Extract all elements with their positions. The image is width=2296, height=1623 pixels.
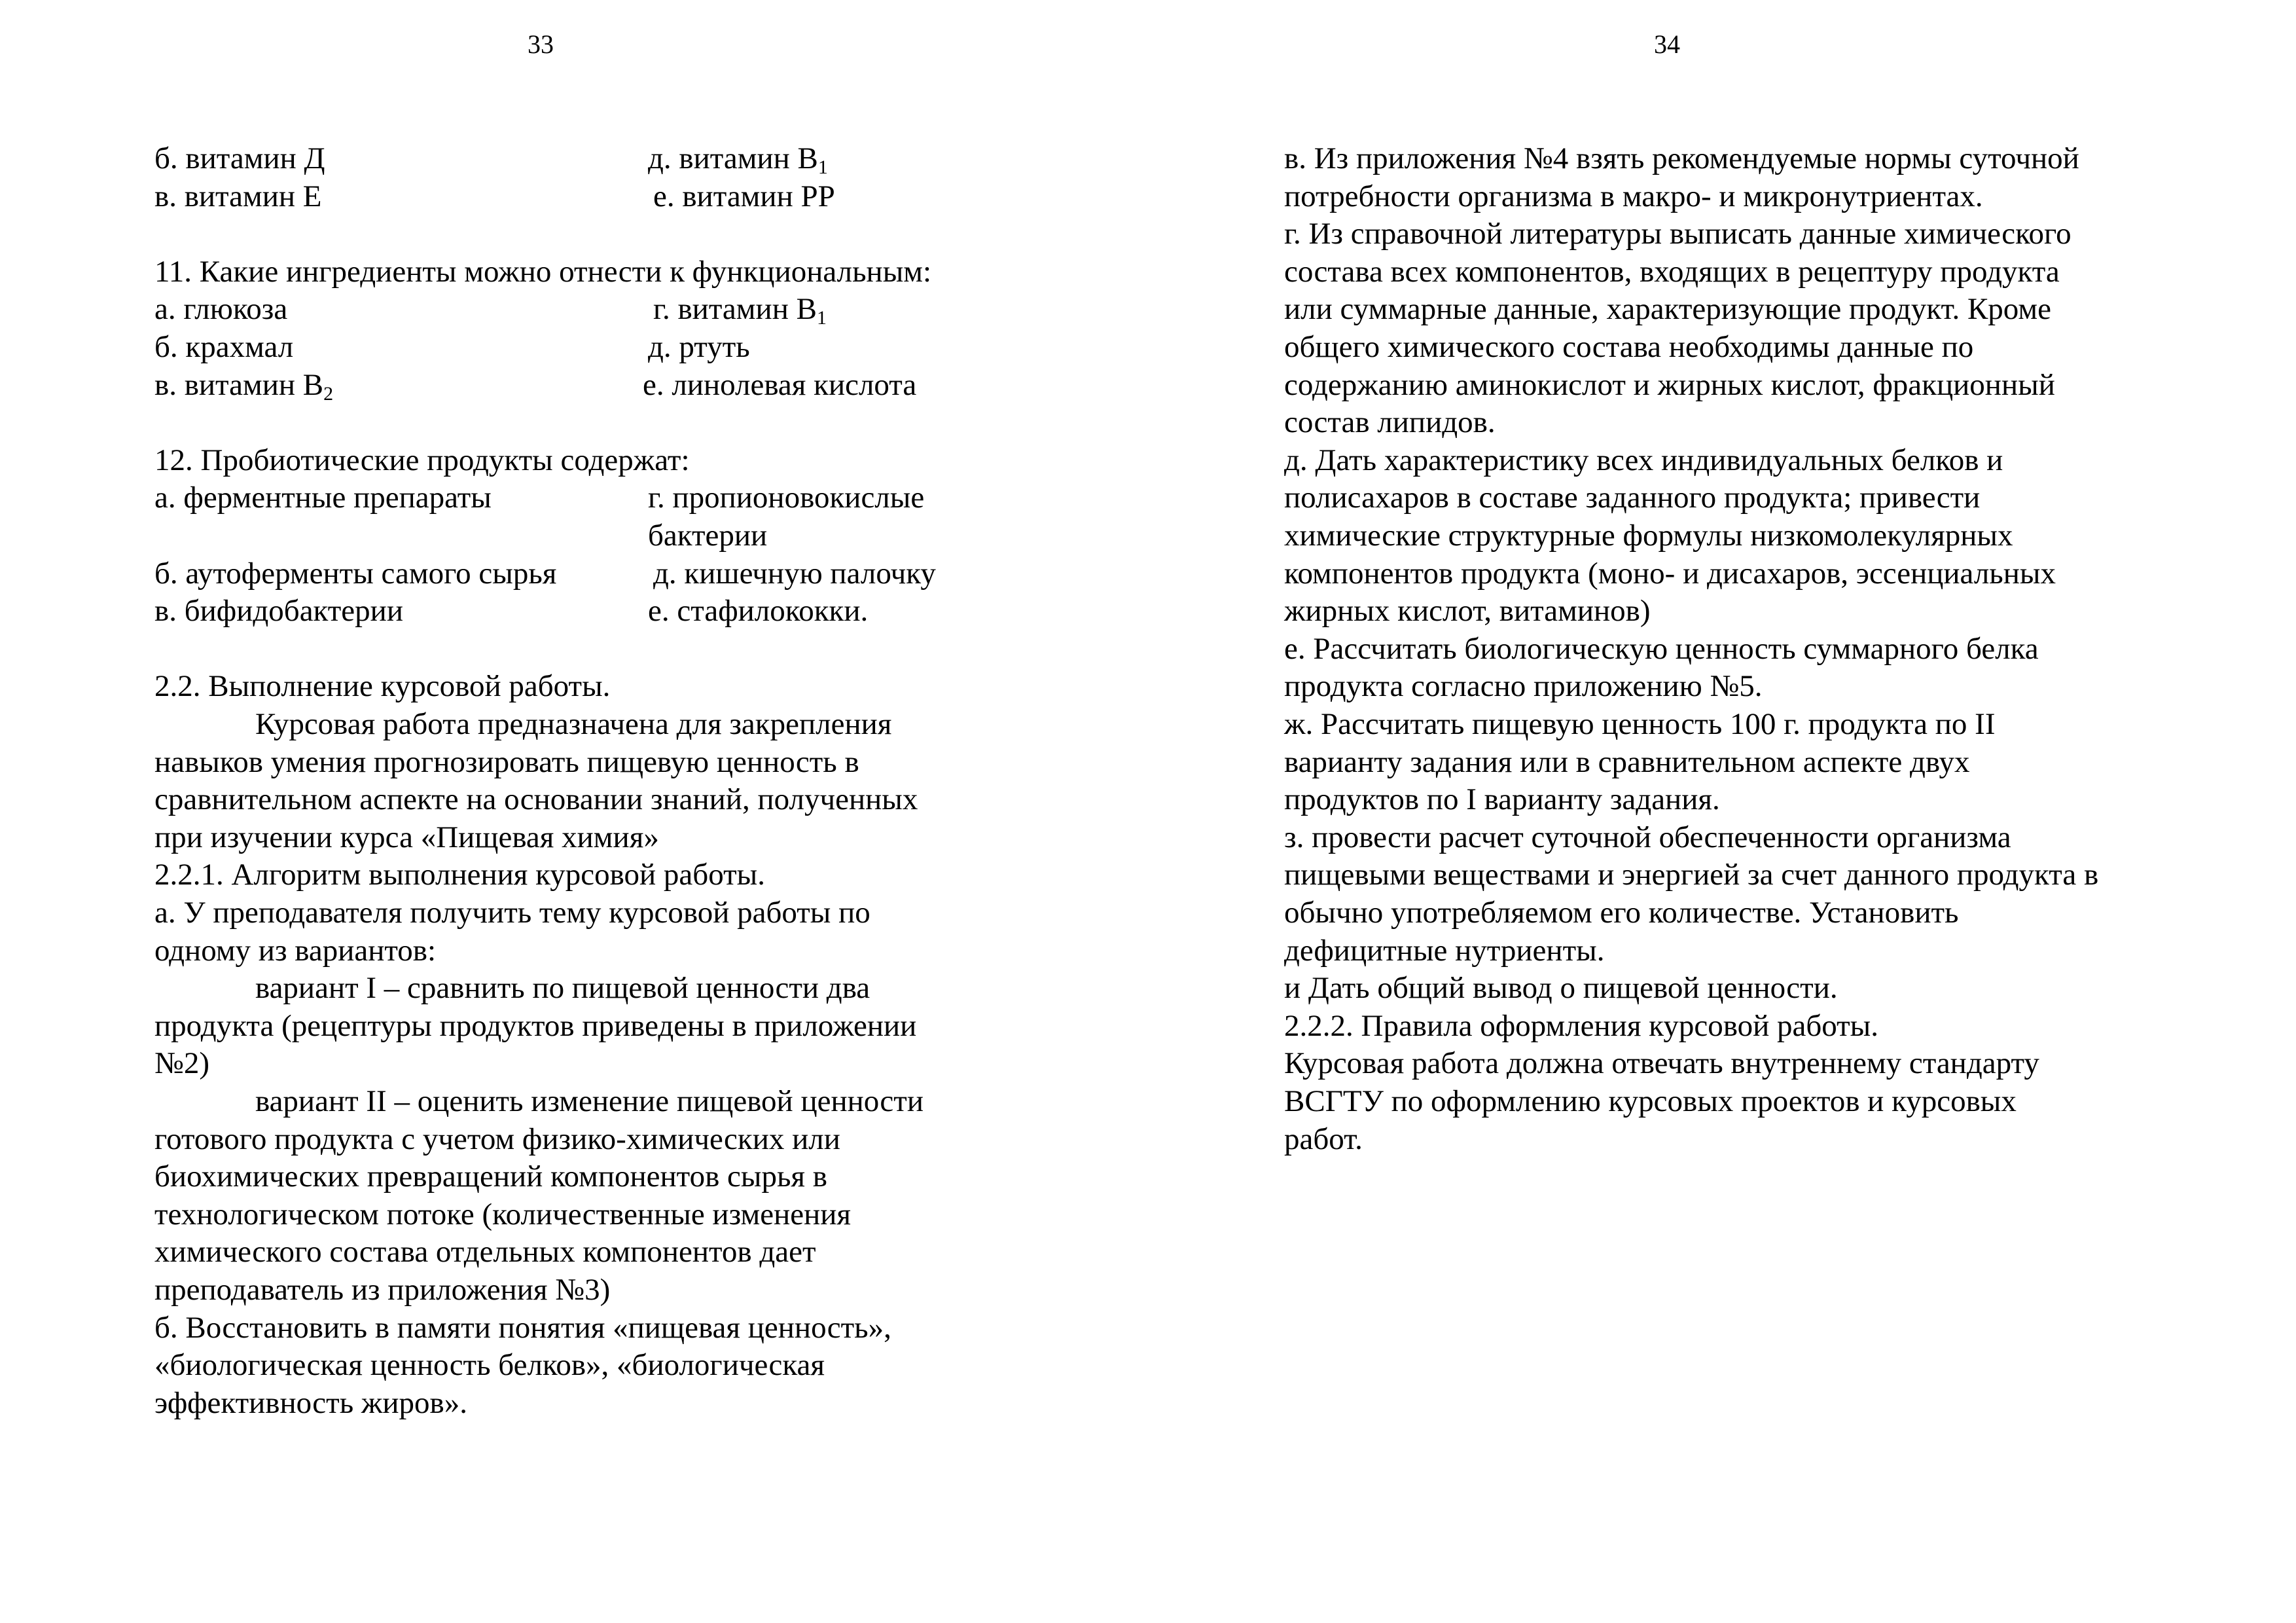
- text-line: [1284, 630, 2039, 668]
- page-number: 33: [528, 29, 554, 59]
- line-text: жирных кислот, витаминов): [1284, 594, 1651, 629]
- line-text: и Дать общий вывод о пищевой ценности.: [1284, 971, 1838, 1006]
- line-text: продукта согласно приложению №5.: [1284, 669, 1763, 704]
- line-text: потребности организма в макро- и микронутриентах.: [1284, 179, 1983, 213]
- line-text: д. ртуть: [648, 330, 750, 364]
- text-line: [154, 668, 610, 705]
- text-line: [648, 140, 828, 177]
- line-text: сравнительном аспекте на основании знаний, полученных: [154, 782, 918, 817]
- line-text: д. Дать характеристику всех индивидуальных белков и: [1284, 443, 2003, 477]
- line-text: а. У преподавателя получить тему курсовой работы по: [154, 896, 870, 930]
- line-text: е. витамин РР: [653, 179, 835, 213]
- text-line: [1284, 894, 1959, 932]
- text-line: [255, 970, 870, 1007]
- line-text: биохимических превращений компонентов сырья в: [154, 1159, 827, 1194]
- text-line: [154, 1309, 891, 1347]
- line-text: б. витамин Д: [154, 141, 325, 175]
- text-line: [1284, 744, 1969, 781]
- line-text: продукта (рецептуры продуктов приведены в приложении: [154, 1008, 917, 1043]
- line-text: №2): [154, 1046, 209, 1081]
- text-line: [154, 781, 918, 818]
- text-line: [154, 1121, 840, 1158]
- line-text: 2.2.2. Правила оформления курсовой работы.: [1284, 1008, 1879, 1043]
- line-text: общего химического состава необходимы данные по: [1284, 330, 1974, 364]
- line-text: одному из вариантов:: [154, 933, 437, 968]
- text-line: [653, 178, 835, 215]
- subscript: 2: [323, 382, 334, 405]
- text-line: [154, 329, 293, 366]
- text-line: [653, 291, 827, 328]
- text-line: [154, 253, 931, 291]
- text-line: [154, 1008, 916, 1045]
- line-text: бактерии: [648, 519, 768, 553]
- text-line: [154, 932, 436, 970]
- text-line: [1284, 253, 2060, 291]
- line-text: навыков умения прогнозировать пищевую ценность в: [154, 744, 859, 779]
- subscript: 1: [817, 156, 828, 178]
- line-text: в. Из приложения №4 взять рекомендуемые нормы суточной: [1284, 141, 2079, 175]
- text-line: [154, 1158, 827, 1195]
- line-text: в. витамин B: [154, 367, 324, 402]
- text-line: [1284, 367, 2055, 404]
- line-text: «биологическая ценность белков», «биологическая: [154, 1348, 825, 1383]
- text-line: [1284, 1121, 1363, 1158]
- line-text: в. бифидобактерии: [154, 594, 403, 629]
- line-text: состав липидов.: [1284, 405, 1496, 440]
- line-text: химические структурные формулы низкомолекулярных: [1284, 519, 2013, 553]
- line-text: 2.2.1. Алгоритм выполнения курсовой работы.: [154, 858, 765, 892]
- line-text: пищевыми веществами и энергией за счет данного продукта в: [1284, 858, 2099, 892]
- text-line: [1284, 178, 1983, 215]
- text-line: [154, 819, 659, 856]
- line-text: полисахаров в составе заданного продукта; привести: [1284, 481, 1981, 515]
- text-line: [154, 140, 325, 177]
- text-line: [154, 291, 287, 328]
- text-line: [1284, 970, 1838, 1007]
- text-line: [154, 1347, 825, 1384]
- line-text: готового продукта с учетом физико-химических или: [154, 1122, 840, 1156]
- text-line: [154, 178, 322, 215]
- line-text: ВСГТУ по оформлению курсовых проектов и курсовых: [1284, 1084, 2017, 1118]
- line-text: вариант II – оценить изменение пищевой ценности: [255, 1084, 924, 1118]
- line-text: д. витамин B: [648, 141, 818, 175]
- text-line: [643, 367, 916, 404]
- text-line: [154, 894, 870, 932]
- line-text: з. провести расчет суточной обеспеченности организма: [1284, 820, 2011, 854]
- line-text: содержанию аминокислот и жирных кислот, фракционный: [1284, 367, 2055, 402]
- page-number: 34: [1654, 29, 1680, 59]
- text-line: [1284, 932, 1604, 970]
- text-line: [1284, 329, 1973, 366]
- line-text: 12. Пробиотические продукты содержат:: [154, 443, 690, 477]
- line-text: продуктов по I варианту задания.: [1284, 782, 1720, 817]
- line-text: технологическом потоке (количественные изменения: [154, 1197, 852, 1231]
- line-text: преподаватель из приложения №3): [154, 1273, 611, 1307]
- line-text: при изучении курса «Пищевая химия»: [154, 820, 659, 854]
- text-line: [1284, 781, 1720, 818]
- text-line: [1284, 593, 1651, 630]
- text-line: [1284, 706, 1996, 743]
- text-line: [1284, 479, 1980, 517]
- text-line: [1284, 555, 2056, 593]
- line-text: вариант I – сравнить по пищевой ценности два: [255, 971, 870, 1006]
- text-line: [1284, 1083, 2017, 1120]
- line-text: е. линолевая кислота: [643, 367, 917, 402]
- text-line: [648, 593, 868, 630]
- text-line: [154, 1045, 209, 1082]
- text-line: [154, 1385, 467, 1422]
- text-line: [648, 479, 924, 517]
- line-text: Курсовая работа предназначена для закрепления: [255, 707, 892, 741]
- text-line: [1284, 442, 2003, 479]
- line-text: е. стафилококки.: [648, 594, 869, 629]
- line-text: д. кишечную палочку: [653, 556, 936, 591]
- text-line: [154, 744, 859, 781]
- text-line: [154, 593, 403, 630]
- line-text: или суммарные данные, характеризующие продукт. Кроме: [1284, 292, 2052, 327]
- line-text: компонентов продукта (моно- и дисахаров, эссенциальных: [1284, 556, 2056, 591]
- text-line: [1284, 668, 1763, 705]
- text-line: [154, 367, 333, 404]
- line-text: б. аутоферменты самого сырья: [154, 556, 557, 591]
- line-text: дефицитные нутриенты.: [1284, 933, 1605, 968]
- text-line: [154, 442, 690, 479]
- line-text: варианту задания или в сравнительном аспекте двух: [1284, 744, 1970, 779]
- text-line: [154, 555, 556, 593]
- text-line: [255, 706, 891, 743]
- line-text: б. крахмал: [154, 330, 294, 364]
- line-text: г. Из справочной литературы выписать данные химического: [1284, 217, 2072, 251]
- line-text: а. глюкоза: [154, 292, 288, 327]
- text-line: [648, 517, 767, 555]
- text-line: [1284, 1045, 2039, 1082]
- text-line: [154, 856, 765, 894]
- line-text: работ.: [1284, 1122, 1363, 1156]
- text-line: [154, 479, 492, 517]
- text-line: [1284, 215, 2072, 253]
- text-line: [1284, 1008, 1878, 1045]
- line-text: а. ферментные препараты: [154, 481, 492, 515]
- line-text: г. пропионовокислые: [648, 481, 925, 515]
- line-text: г. витамин B: [653, 292, 817, 327]
- line-text: состава всех компонентов, входящих в рецептуру продукта: [1284, 254, 2060, 289]
- text-line: [1284, 856, 2098, 894]
- text-line: [1284, 404, 1496, 441]
- line-text: б. Восстановить в памяти понятия «пищевая ценность»,: [154, 1310, 891, 1345]
- line-text: 2.2. Выполнение курсовой работы.: [154, 669, 611, 704]
- line-text: в. витамин Е: [154, 179, 322, 213]
- text-line: [154, 1271, 610, 1309]
- line-text: обычно употребляемом его количестве. Установить: [1284, 896, 1959, 930]
- line-text: ж. Рассчитать пищевую ценность 100 г. продукта по II: [1284, 707, 1996, 741]
- line-text: химического состава отдельных компонентов дает: [154, 1235, 816, 1269]
- text-line: [154, 1233, 816, 1271]
- text-line: [1284, 819, 2011, 856]
- subscript: 1: [816, 307, 827, 329]
- line-text: эффективность жиров».: [154, 1385, 467, 1420]
- text-line: [648, 329, 750, 366]
- line-text: Курсовая работа должна отвечать внутреннему стандарту: [1284, 1046, 2039, 1081]
- text-line: [1284, 140, 2079, 177]
- text-line: [653, 555, 936, 593]
- line-text: 11. Какие ингредиенты можно отнести к функциональным:: [154, 254, 932, 289]
- text-line: [154, 1196, 851, 1233]
- text-line: [255, 1083, 924, 1120]
- line-text: е. Рассчитать биологическую ценность суммарного белка: [1284, 631, 2039, 666]
- text-line: [1284, 517, 2013, 555]
- text-line: [1284, 291, 2051, 328]
